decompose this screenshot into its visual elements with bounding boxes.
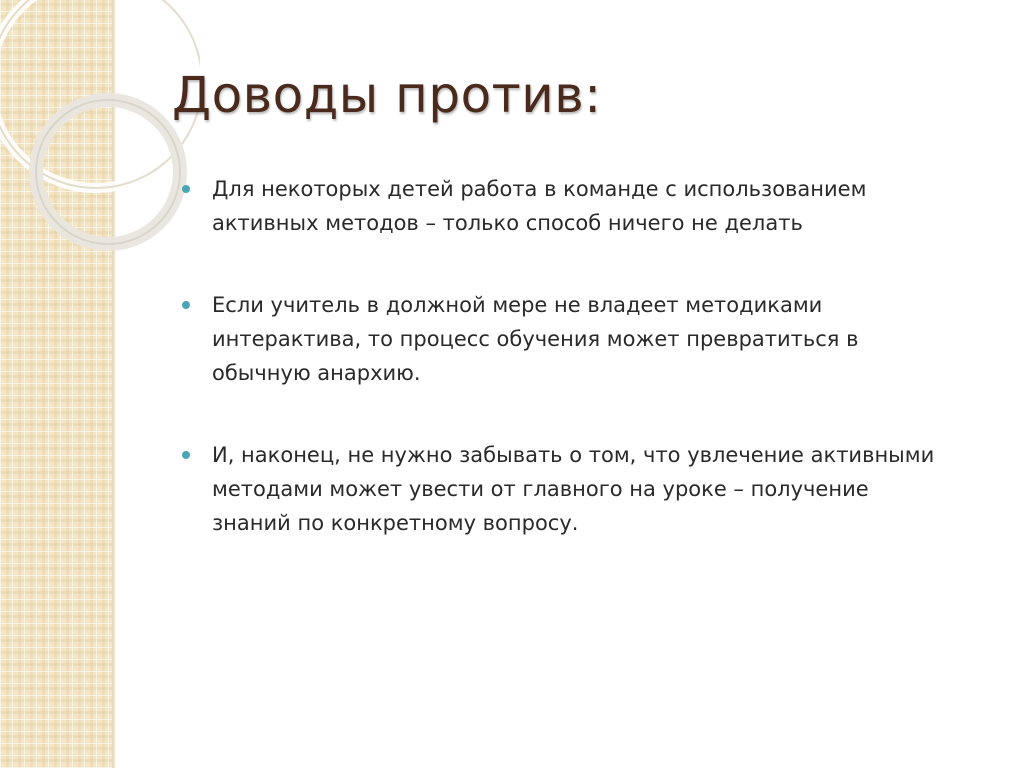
decorative-side-strip [0, 0, 112, 768]
side-strip-edge [112, 0, 116, 768]
list-item [182, 172, 952, 240]
bullet-text: И, наконец, не нужно забывать о том, что увлечение активными методами может увести от главного на уроке – получение знаний по конкретному вопросу. [212, 443, 935, 535]
slide-title: Доводы против: [172, 66, 602, 124]
list-item [182, 288, 952, 390]
bullet-dot-icon [182, 301, 190, 309]
bullet-list [182, 172, 952, 588]
bullet-text: Для некоторых детей работа в команде с использованием активных методов – только способ ничего не делать [212, 177, 867, 235]
bullet-dot-icon [182, 451, 190, 459]
list-item [182, 438, 952, 540]
bullet-dot-icon [182, 185, 190, 193]
bullet-text: Если учитель в должной мере не владеет методиками интерактива, то процесс обучения может превратиться в обычную анархию. [212, 293, 859, 385]
